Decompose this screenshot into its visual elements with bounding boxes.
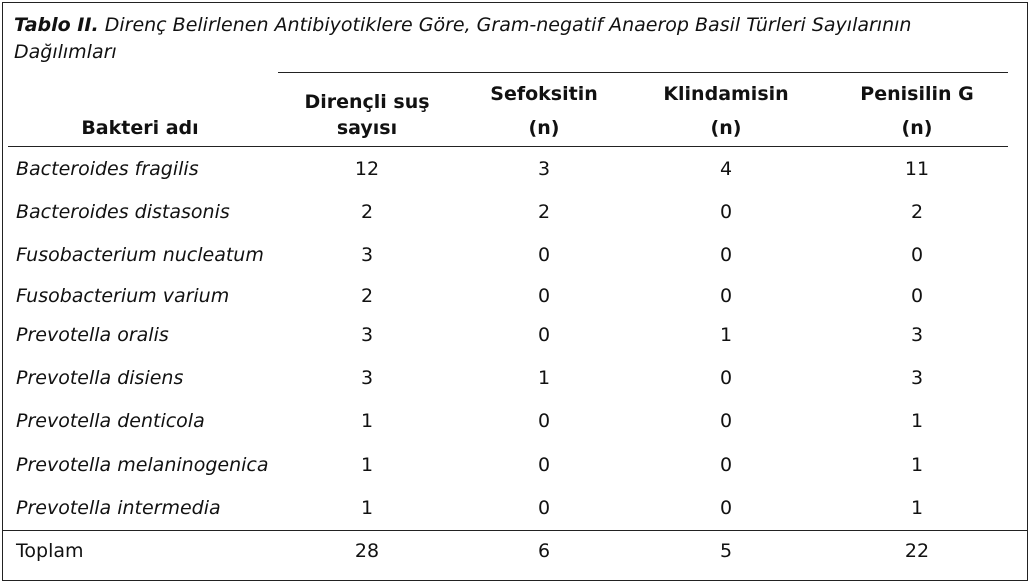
row-penicillin: 2 xyxy=(910,201,924,223)
row-penicillin: 3 xyxy=(910,324,924,346)
header-resistant-line1: Dirençli suş xyxy=(304,91,430,113)
row-clindamycin: 4 xyxy=(719,158,733,180)
row-penicillin: 0 xyxy=(910,285,924,307)
row-name: Bacteroides fragilis xyxy=(16,158,199,180)
row-cefoxitin: 2 xyxy=(537,201,551,223)
header-clindamycin-unit: (n) xyxy=(710,117,742,139)
row-name: Prevotella melaninogenica xyxy=(16,454,269,476)
row-penicillin: 3 xyxy=(910,367,924,389)
row-resistant: 1 xyxy=(360,410,374,432)
row-resistant: 2 xyxy=(360,285,374,307)
row-cefoxitin: 0 xyxy=(537,324,551,346)
row-penicillin: 11 xyxy=(904,158,930,180)
total-penicillin: 22 xyxy=(904,540,930,562)
header-clindamycin: Klindamisin xyxy=(663,83,789,105)
total-resistant: 28 xyxy=(354,540,380,562)
row-cefoxitin: 0 xyxy=(537,244,551,266)
row-cefoxitin: 0 xyxy=(537,285,551,307)
row-clindamycin: 0 xyxy=(719,367,733,389)
row-resistant: 2 xyxy=(360,201,374,223)
header-bottom-rule xyxy=(8,146,1008,147)
row-name: Prevotella intermedia xyxy=(16,497,221,519)
row-cefoxitin: 0 xyxy=(537,410,551,432)
row-cefoxitin: 1 xyxy=(537,367,551,389)
row-resistant: 1 xyxy=(360,497,374,519)
header-top-rule xyxy=(278,72,1008,73)
row-clindamycin: 0 xyxy=(719,201,733,223)
row-name: Prevotella disiens xyxy=(16,367,184,389)
caption-label: Tablo II. xyxy=(14,14,99,36)
row-cefoxitin: 0 xyxy=(537,454,551,476)
header-penicillin: Penisilin G xyxy=(860,83,974,105)
row-resistant: 3 xyxy=(360,244,374,266)
row-name: Prevotella oralis xyxy=(16,324,169,346)
row-clindamycin: 0 xyxy=(719,454,733,476)
row-penicillin: 1 xyxy=(910,454,924,476)
row-name: Bacteroides distasonis xyxy=(16,201,230,223)
row-clindamycin: 0 xyxy=(719,410,733,432)
total-label: Toplam xyxy=(16,540,84,562)
row-penicillin: 1 xyxy=(910,410,924,432)
header-cefoxitin-unit: (n) xyxy=(528,117,560,139)
row-resistant: 3 xyxy=(360,324,374,346)
caption-text: Direnç Belirlenen Antibiyotiklere Göre, Gram-negatif Anaerop Basil Türleri Sayılarının Dağılımları xyxy=(14,14,912,63)
total-cefoxitin: 6 xyxy=(537,540,551,562)
row-name: Fusobacterium varium xyxy=(16,285,230,307)
row-cefoxitin: 0 xyxy=(537,497,551,519)
total-clindamycin: 5 xyxy=(719,540,733,562)
total-rule xyxy=(2,530,1028,531)
row-penicillin: 1 xyxy=(910,497,924,519)
header-bacteria: Bakteri adı xyxy=(81,117,199,139)
row-clindamycin: 0 xyxy=(719,244,733,266)
row-cefoxitin: 3 xyxy=(537,158,551,180)
row-name: Fusobacterium nucleatum xyxy=(16,244,264,266)
row-clindamycin: 0 xyxy=(719,497,733,519)
row-clindamycin: 0 xyxy=(719,285,733,307)
row-penicillin: 0 xyxy=(910,244,924,266)
header-resistant-line2: sayısı xyxy=(336,117,398,139)
row-clindamycin: 1 xyxy=(719,324,733,346)
row-name: Prevotella denticola xyxy=(16,410,205,432)
table-caption xyxy=(14,12,1004,66)
header-cefoxitin: Sefoksitin xyxy=(490,83,598,105)
row-resistant: 1 xyxy=(360,454,374,476)
header-penicillin-unit: (n) xyxy=(901,117,933,139)
row-resistant: 3 xyxy=(360,367,374,389)
row-resistant: 12 xyxy=(354,158,380,180)
